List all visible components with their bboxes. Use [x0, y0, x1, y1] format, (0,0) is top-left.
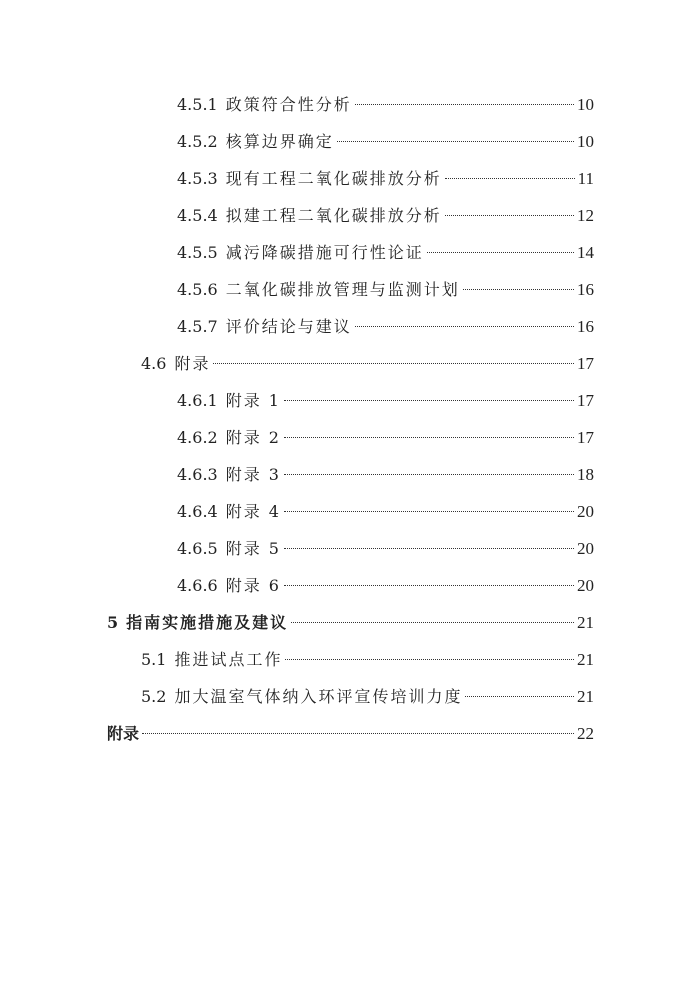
dot-leader — [463, 289, 574, 290]
toc-entry-title: 减污降碳措施可行性论证 — [225, 243, 424, 262]
dot-leader — [465, 696, 574, 697]
dot-leader — [284, 548, 574, 549]
toc-entry-title: 附录 6 — [225, 576, 281, 595]
toc-entry-number: 4.5.5 — [177, 243, 218, 262]
toc-entry-number: 4.5.2 — [177, 132, 218, 151]
dot-leader — [445, 178, 575, 179]
toc-entry[interactable] — [0, 493, 700, 530]
toc-entry[interactable] — [0, 197, 700, 234]
toc-entry-number: 4.5.7 — [177, 317, 218, 336]
dot-leader — [284, 585, 574, 586]
toc-entry-title: 二氧化碳排放管理与监测计划 — [225, 280, 460, 299]
toc-entry-page-number: 10 — [577, 95, 594, 114]
toc-entry-title: 拟建工程二氧化碳排放分析 — [225, 206, 442, 225]
toc-entry-title: 附录 — [107, 724, 140, 743]
dot-leader — [284, 511, 574, 512]
toc-entry-page-number: 17 — [577, 354, 594, 373]
toc-entry[interactable] — [0, 419, 700, 456]
toc-entry-page-number: 11 — [577, 169, 594, 188]
toc-entry-page-number: 20 — [577, 576, 594, 595]
toc-entry-number: 4.5.4 — [177, 206, 218, 225]
toc-entry[interactable] — [0, 641, 700, 678]
toc-entry-number: 4.6.4 — [177, 502, 218, 521]
toc-entry[interactable] — [0, 271, 700, 308]
dot-leader — [427, 252, 574, 253]
toc-entry-number: 5.1 — [141, 650, 167, 669]
toc-entry[interactable] — [0, 456, 700, 493]
toc-entry[interactable] — [0, 160, 700, 197]
toc-entry[interactable] — [0, 715, 700, 752]
toc-entry-title: 附录 4 — [225, 502, 281, 521]
toc-entry[interactable] — [0, 678, 700, 715]
toc-entry-title: 推进试点工作 — [174, 650, 283, 669]
dot-leader — [284, 400, 574, 401]
toc-entry[interactable] — [0, 308, 700, 345]
dot-leader — [337, 141, 574, 142]
toc-entry-page-number: 14 — [577, 243, 594, 262]
dot-leader — [213, 363, 574, 364]
dot-leader — [355, 326, 574, 327]
toc-entry[interactable] — [0, 382, 700, 419]
toc-entry-page-number: 17 — [577, 428, 594, 447]
dot-leader — [284, 437, 574, 438]
toc-entry[interactable] — [0, 567, 700, 604]
toc-entry-page-number: 18 — [577, 465, 594, 484]
toc-entry[interactable] — [0, 234, 700, 271]
dot-leader — [291, 622, 574, 623]
toc-entry-number: 4.6.6 — [177, 576, 218, 595]
toc-entry-title: 附录 3 — [225, 465, 281, 484]
toc-entry-page-number: 12 — [577, 206, 594, 225]
toc-entry-page-number: 20 — [577, 539, 594, 558]
toc-entry-title: 附录 1 — [225, 391, 281, 410]
dot-leader — [355, 104, 574, 105]
toc-entry-number: 4.6.1 — [177, 391, 218, 410]
toc-entry-number: 5 — [107, 613, 119, 632]
toc-entry-title: 附录 5 — [225, 539, 281, 558]
toc-entry-page-number: 22 — [577, 724, 594, 743]
toc-entry-page-number: 20 — [577, 502, 594, 521]
toc-entry-title: 加大温室气体纳入环评宣传培训力度 — [174, 687, 463, 706]
table-of-contents — [0, 86, 700, 752]
toc-entry-number: 4.5.1 — [177, 95, 218, 114]
toc-entry[interactable] — [0, 86, 700, 123]
toc-entry-number: 4.6.3 — [177, 465, 218, 484]
toc-entry-page-number: 21 — [577, 613, 594, 632]
toc-entry-title: 评价结论与建议 — [225, 317, 352, 336]
toc-entry[interactable] — [0, 123, 700, 160]
toc-entry-title: 附录 — [174, 354, 211, 373]
toc-entry-page-number: 21 — [577, 650, 594, 669]
toc-entry-page-number: 16 — [577, 280, 594, 299]
toc-entry-page-number: 17 — [577, 391, 594, 410]
toc-entry[interactable] — [0, 345, 700, 382]
toc-entry-title: 政策符合性分析 — [225, 95, 352, 114]
toc-entry-page-number: 10 — [577, 132, 594, 151]
toc-entry[interactable] — [0, 530, 700, 567]
toc-entry-number: 4.5.3 — [177, 169, 218, 188]
toc-entry-title: 指南实施措施及建议 — [126, 613, 289, 632]
toc-entry-number: 4.6 — [141, 354, 167, 373]
dot-leader — [284, 474, 574, 475]
toc-entry[interactable] — [0, 604, 700, 641]
dot-leader — [445, 215, 574, 216]
toc-entry-page-number: 21 — [577, 687, 594, 706]
toc-entry-page-number: 16 — [577, 317, 594, 336]
toc-entry-number: 4.6.5 — [177, 539, 218, 558]
toc-entry-title: 附录 2 — [225, 428, 281, 447]
dot-leader — [142, 733, 574, 734]
toc-entry-title: 现有工程二氧化碳排放分析 — [225, 169, 442, 188]
toc-entry-number: 5.2 — [141, 687, 167, 706]
toc-entry-number: 4.6.2 — [177, 428, 218, 447]
dot-leader — [285, 659, 574, 660]
toc-entry-number: 4.5.6 — [177, 280, 218, 299]
toc-entry-title: 核算边界确定 — [225, 132, 334, 151]
